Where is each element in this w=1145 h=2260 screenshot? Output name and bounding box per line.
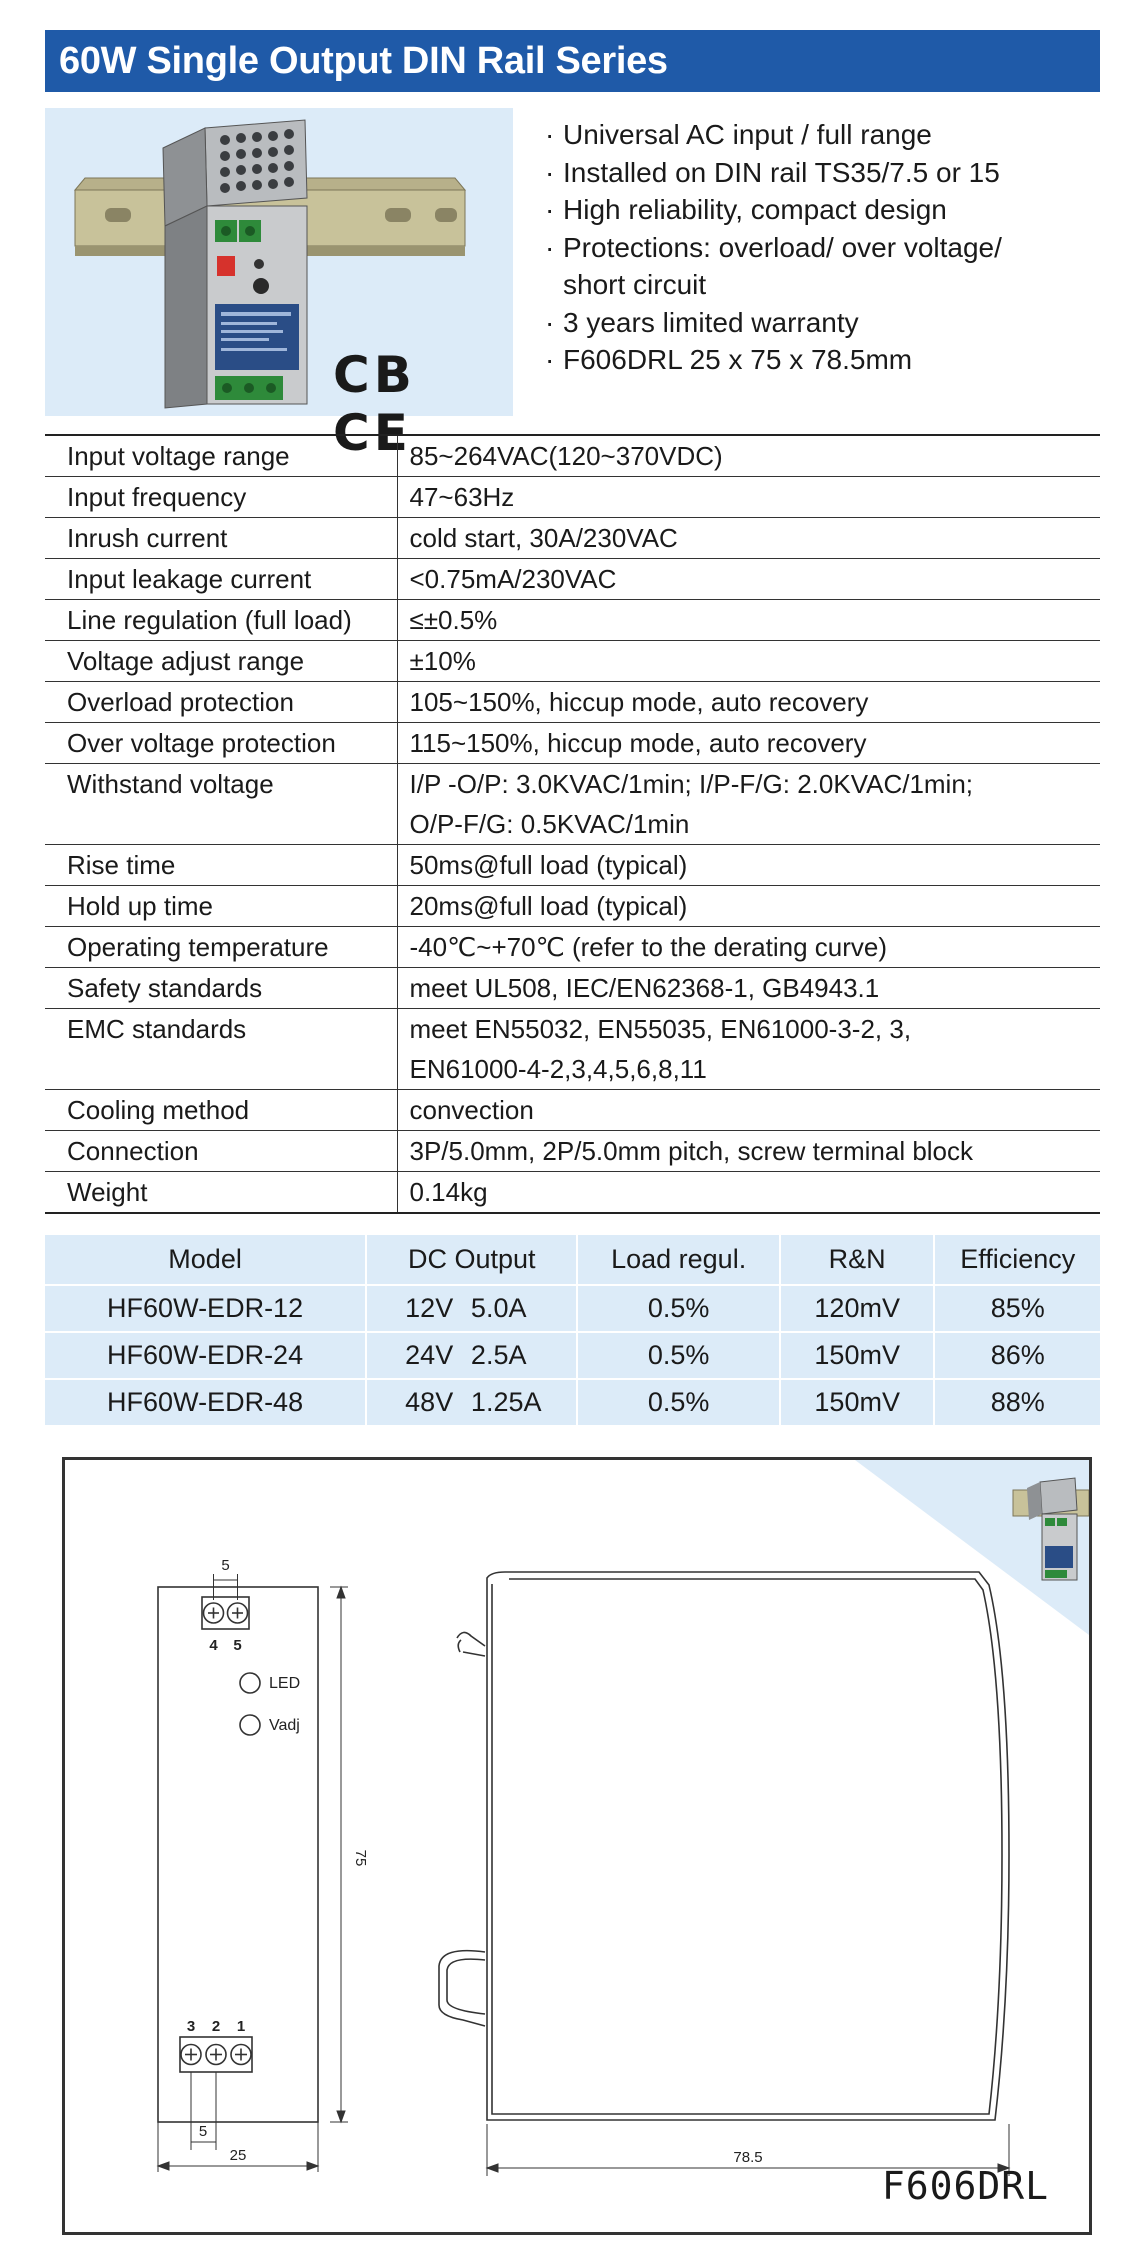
outline-drawing xyxy=(65,1460,1089,2232)
vadj-label: Vadj xyxy=(269,1717,300,1734)
voltage-cell: 24V xyxy=(366,1332,461,1379)
spec-row xyxy=(45,927,1100,968)
spec-value-line: 0.14kg xyxy=(409,1177,488,1207)
terminal-1-label: 1 xyxy=(236,2018,246,2035)
spec-key: Line regulation (full load) xyxy=(45,600,397,641)
spec-value-line: <0.75mA/230VAC xyxy=(409,564,617,594)
load-regul-cell: 0.5% xyxy=(577,1332,779,1379)
model-row xyxy=(45,1379,1100,1426)
spec-key: EMC standards xyxy=(45,1009,397,1090)
feature-text: short circuit xyxy=(563,269,707,300)
spec-key: Inrush current xyxy=(45,518,397,559)
feature-bullet: · xyxy=(545,306,555,338)
depth-dim-label: 78.5 xyxy=(733,2149,763,2166)
spec-row xyxy=(45,845,1100,886)
spec-row xyxy=(45,600,1100,641)
spec-value xyxy=(397,1090,1100,1131)
feature-bullet: · xyxy=(545,231,555,263)
spec-value-line: cold start, 30A/230VAC xyxy=(409,523,678,553)
spec-row xyxy=(45,682,1100,723)
spec-value xyxy=(397,682,1100,723)
terminal-2-label: 2 xyxy=(211,2018,221,2035)
feature-bullet: · xyxy=(545,194,555,225)
feature-item xyxy=(545,304,1085,342)
spec-row xyxy=(45,1172,1100,1214)
feature-item xyxy=(545,341,1085,379)
height-dim-label: 75 xyxy=(352,1849,369,1867)
spec-key: Rise time xyxy=(45,845,397,886)
spec-key: Hold up time xyxy=(45,886,397,927)
page-title: 60W Single Output DIN Rail Series xyxy=(45,30,1100,92)
current-cell: 1.25A xyxy=(461,1379,577,1426)
feature-text: 3 years limited warranty xyxy=(563,306,859,338)
feature-bullet: · xyxy=(545,119,555,150)
spec-value-line: I/P -O/P: 3.0KVAC/1min; I/P-F/G: 2.0KVAC/1min; xyxy=(409,769,974,799)
spec-value-line: 47~63Hz xyxy=(409,482,515,512)
spec-row xyxy=(45,886,1100,927)
spec-row xyxy=(45,968,1100,1009)
spec-key: Operating temperature xyxy=(45,927,397,968)
rn-cell: 150mV xyxy=(780,1332,935,1379)
header-dc-output: DC Output xyxy=(366,1235,577,1285)
spec-value-line: 85~264VAC(120~370VDC) xyxy=(409,441,723,471)
spec-row xyxy=(45,1009,1100,1090)
feature-bullet: · xyxy=(545,156,555,188)
front-dimensions xyxy=(158,1574,348,2172)
spec-value-line: 50ms@full load (typical) xyxy=(409,850,688,880)
feature-item xyxy=(545,191,1085,229)
spec-value xyxy=(397,723,1100,764)
spec-value xyxy=(397,1172,1100,1214)
spec-value-line: 3P/5.0mm, 2P/5.0mm pitch, screw terminal block xyxy=(409,1136,974,1166)
spec-key: Input frequency xyxy=(45,477,397,518)
spec-row xyxy=(45,723,1100,764)
model-row xyxy=(45,1285,1100,1332)
feature-item xyxy=(545,154,1085,192)
model-row xyxy=(45,1332,1100,1379)
rn-cell: 150mV xyxy=(780,1379,935,1426)
model-table xyxy=(45,1235,1100,1427)
spec-value-line: O/P-F/G: 0.5KVAC/1min xyxy=(409,809,690,839)
spec-row xyxy=(45,1090,1100,1131)
model-cell: HF60W-EDR-48 xyxy=(45,1379,366,1426)
certification-marks: CB CE xyxy=(333,346,416,462)
feature-list xyxy=(545,116,1085,379)
spec-value xyxy=(397,435,1100,477)
feature-text: F606DRL 25 x 75 x 78.5mm xyxy=(563,344,913,375)
voltage-cell: 48V xyxy=(366,1379,461,1426)
spec-key: Input leakage current xyxy=(45,559,397,600)
model-cell: HF60W-EDR-24 xyxy=(45,1332,366,1379)
spec-value-line: ≤±0.5% xyxy=(409,605,498,635)
spec-value xyxy=(397,845,1100,886)
spec-value-line: convection xyxy=(409,1095,534,1125)
mechanical-drawing xyxy=(62,1457,1092,2235)
spec-value xyxy=(397,886,1100,927)
spec-value-line: -40℃~+70℃ (refer to the derating curve) xyxy=(409,932,888,962)
led-label: LED xyxy=(269,1675,301,1692)
front-view xyxy=(158,1587,318,2122)
width-dim-label: 25 xyxy=(229,2147,247,2164)
spec-key: Connection xyxy=(45,1131,397,1172)
spec-row xyxy=(45,764,1100,845)
efficiency-cell: 86% xyxy=(934,1332,1100,1379)
spec-key: Cooling method xyxy=(45,1090,397,1131)
spec-key: Withstand voltage xyxy=(45,764,397,845)
header-efficiency: Efficiency xyxy=(934,1235,1100,1285)
side-view xyxy=(439,1572,1009,2120)
model-table-header xyxy=(45,1235,1100,1285)
spec-row xyxy=(45,1131,1100,1172)
model-cell: HF60W-EDR-12 xyxy=(45,1285,366,1332)
header-rn: R&N xyxy=(780,1235,935,1285)
spec-value-line: 20ms@full load (typical) xyxy=(409,891,688,921)
spec-value xyxy=(397,927,1100,968)
feature-item xyxy=(545,116,1085,154)
spec-value-line: meet UL508, IEC/EN62368-1, GB4943.1 xyxy=(409,973,880,1003)
terminal-5-label: 5 xyxy=(233,1637,242,1654)
spec-value xyxy=(397,641,1100,682)
feature-text: Protections: overload/ over voltage/ xyxy=(563,231,1002,263)
spec-key: Input voltage range xyxy=(45,435,397,477)
spec-row xyxy=(45,518,1100,559)
spec-value xyxy=(397,968,1100,1009)
feature-text: Universal AC input / full range xyxy=(563,119,932,150)
spec-value xyxy=(397,559,1100,600)
spec-value xyxy=(397,1131,1100,1172)
voltage-cell: 12V xyxy=(366,1285,461,1332)
terminal-4-label: 4 xyxy=(209,1637,218,1654)
bottom-pitch-label: 5 xyxy=(198,2123,208,2140)
efficiency-cell: 88% xyxy=(934,1379,1100,1426)
spec-key: Overload protection xyxy=(45,682,397,723)
spec-row xyxy=(45,435,1100,477)
current-cell: 2.5A xyxy=(461,1332,577,1379)
rn-cell: 120mV xyxy=(780,1285,935,1332)
spec-key: Voltage adjust range xyxy=(45,641,397,682)
spec-value-line: 105~150%, hiccup mode, auto recovery xyxy=(409,687,869,717)
spec-key: Weight xyxy=(45,1172,397,1214)
spec-row xyxy=(45,641,1100,682)
spec-table xyxy=(45,434,1100,1214)
spec-row xyxy=(45,477,1100,518)
load-regul-cell: 0.5% xyxy=(577,1285,779,1332)
header-load-regul: Load regul. xyxy=(577,1235,779,1285)
case-code: F606DRL xyxy=(881,2164,1049,2208)
spec-value-line: ±10% xyxy=(409,646,476,676)
spec-key: Safety standards xyxy=(45,968,397,1009)
load-regul-cell: 0.5% xyxy=(577,1379,779,1426)
spec-value xyxy=(397,518,1100,559)
spec-value-line: 115~150%, hiccup mode, auto recovery xyxy=(409,728,867,758)
feature-text: Installed on DIN rail TS35/7.5 or 15 xyxy=(563,156,1000,188)
spec-value xyxy=(397,600,1100,641)
spec-value xyxy=(397,1009,1100,1090)
efficiency-cell: 85% xyxy=(934,1285,1100,1332)
spec-value xyxy=(397,764,1100,845)
spec-key: Over voltage protection xyxy=(45,723,397,764)
feature-item xyxy=(545,229,1085,304)
feature-text: High reliability, compact design xyxy=(563,194,947,225)
spec-value xyxy=(397,477,1100,518)
terminal-3-label: 3 xyxy=(186,2018,196,2035)
header-model: Model xyxy=(45,1235,366,1285)
top-pitch-label: 5 xyxy=(221,1557,230,1574)
feature-bullet: · xyxy=(545,344,555,375)
spec-value-line: EN61000-4-2,3,4,5,6,8,11 xyxy=(409,1054,707,1084)
spec-value-line: meet EN55032, EN55035, EN61000-3-2, 3, xyxy=(409,1014,912,1044)
current-cell: 5.0A xyxy=(461,1285,577,1332)
spec-row xyxy=(45,559,1100,600)
